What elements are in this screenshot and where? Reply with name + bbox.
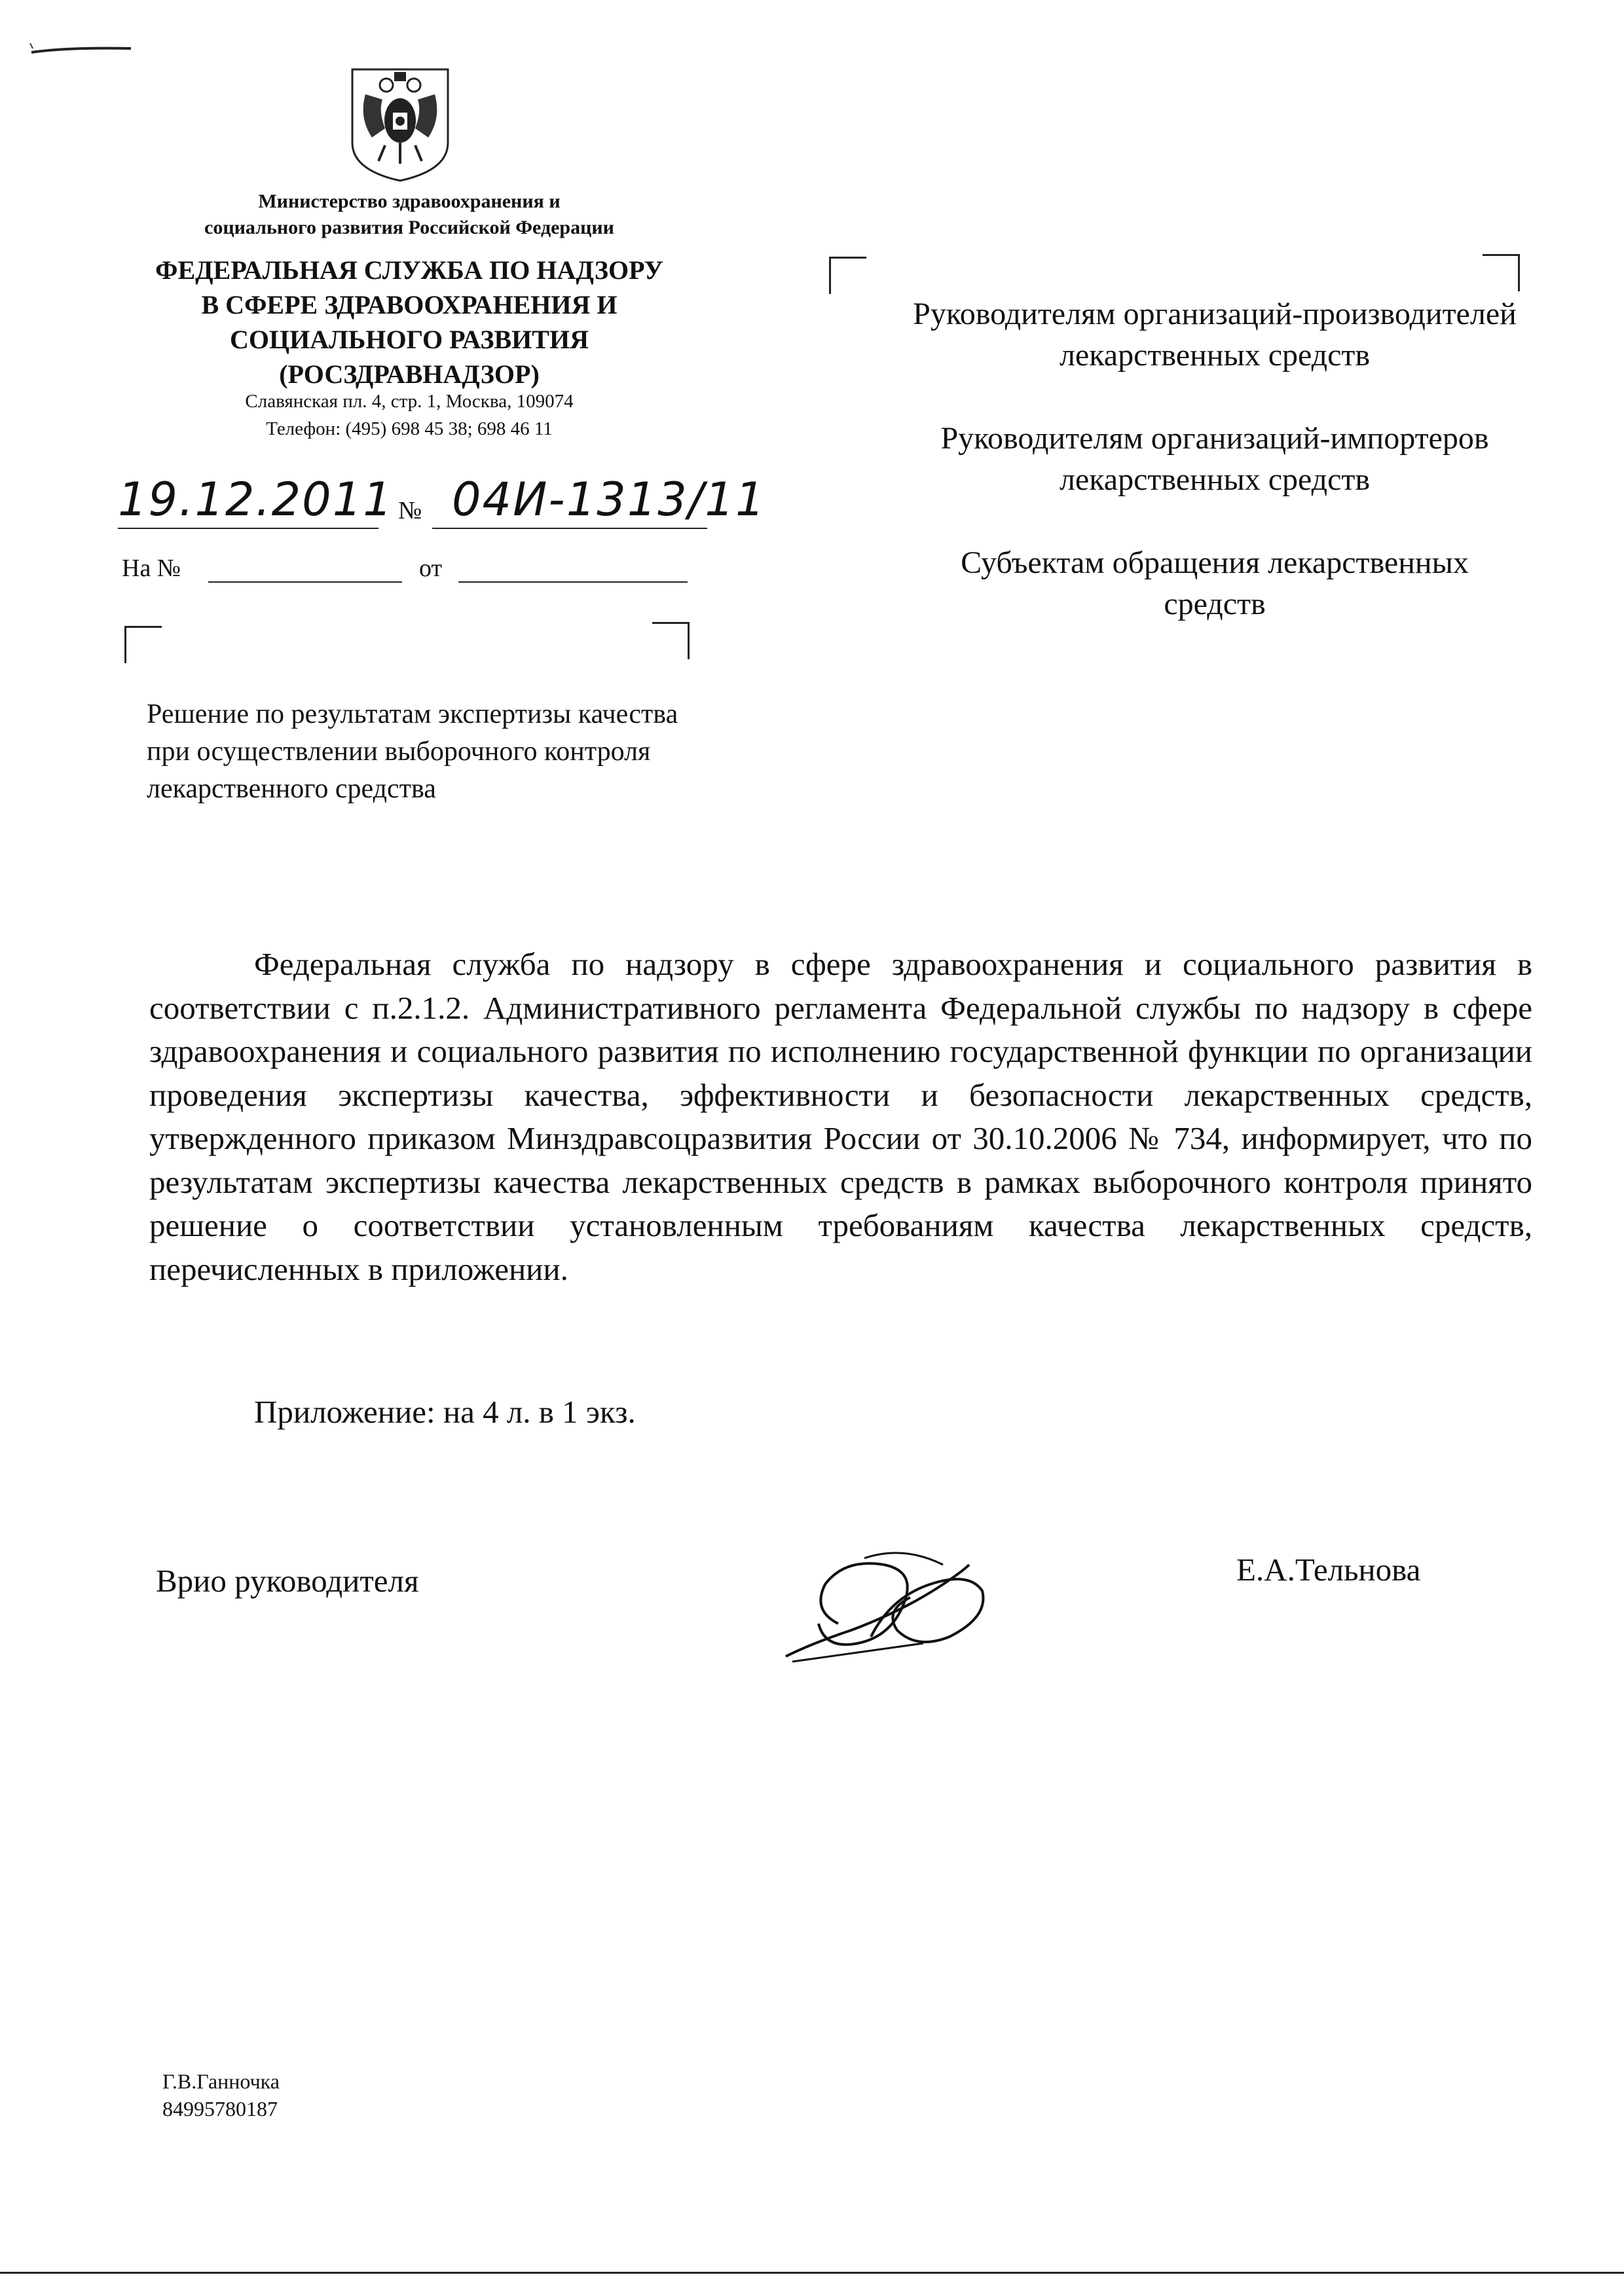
addressee: Руководителям организаций-импортеров лекарственных средств bbox=[940, 421, 1489, 497]
coat-of-arms-emblem bbox=[346, 65, 454, 183]
addressee-corner-right bbox=[1483, 254, 1520, 291]
addressee: Руководителям организаций-производителей лекарственных средств bbox=[913, 297, 1517, 373]
registration-number-sign: № bbox=[398, 497, 422, 524]
subject-corner-right bbox=[652, 622, 690, 659]
scan-mark bbox=[29, 42, 134, 58]
registration-number: 04И-1313/11 bbox=[452, 473, 766, 526]
addressee: Субъектам обращения лекарственных средств bbox=[961, 545, 1469, 621]
service-line: СОЦИАЛЬНОГО РАЗВИТИЯ bbox=[230, 325, 589, 354]
ministry-line: социального развития Российской Федерации bbox=[204, 217, 614, 238]
reference-number-label: На № bbox=[122, 555, 181, 582]
signatory-position: Врио руководителя bbox=[156, 1563, 419, 1599]
reference-date-blank bbox=[458, 581, 688, 583]
service-phone: Телефон: (495) 698 45 38; 698 46 11 bbox=[266, 418, 553, 439]
executor-block bbox=[162, 2068, 280, 2123]
service-line: ФЕДЕРАЛЬНАЯ СЛУЖБА ПО НАДЗОРУ bbox=[155, 255, 663, 285]
number-underline bbox=[432, 528, 707, 529]
addressee-corner-left bbox=[829, 257, 866, 294]
service-address-block bbox=[85, 388, 733, 443]
subject-corner-left bbox=[124, 626, 162, 663]
attachment-note: Приложение: на 4 л. в 1 экз. bbox=[254, 1394, 636, 1430]
registration-date: 19.12.2011 bbox=[118, 473, 394, 526]
executor-name: Г.В.Ганночка bbox=[162, 2069, 280, 2093]
handwritten-signature bbox=[773, 1545, 1008, 1676]
date-underline bbox=[118, 528, 378, 529]
service-line: (РОСЗДРАВНАДЗОР) bbox=[279, 359, 540, 389]
page-bottom-edge bbox=[0, 2272, 1624, 2274]
signatory-name: Е.А.Тельнова bbox=[1236, 1552, 1421, 1588]
reference-from-label: от bbox=[419, 555, 443, 582]
addressees bbox=[910, 293, 1519, 666]
ministry-line: Министерство здравоохранения и bbox=[258, 191, 561, 212]
reference-number-blank bbox=[208, 581, 402, 583]
letter-body: Федеральная служба по надзору в сфере здравоохранения и социального развития в соответствии с п.2.1.2. Административного регламента Федеральной службы по надзору в сфере здравоохранения и социального развития по исполнению государственной функции по организации проведения экспертизы качества, эффективности и безопасности лекарственных средств, утвержденного приказом Минздравсоцразвития России от 30.10.2006 № 734, информирует, что по результатам экспертизы качества лекарственных средств в рамках выборочного контроля принято решение о соответствии установленным требованиям качества лекарственных средств, перечисленных в приложении. bbox=[149, 946, 1532, 1287]
executor-phone: 84995780187 bbox=[162, 2097, 278, 2121]
ministry-name bbox=[85, 189, 733, 241]
service-address: Славянская пл. 4, стр. 1, Москва, 109074 bbox=[245, 391, 574, 412]
service-name bbox=[85, 253, 733, 392]
letter-subject: Решение по результатам экспертизы качества при осуществлении выборочного контроля лекарственного средства bbox=[147, 699, 678, 804]
service-line: В СФЕРЕ ЗДРАВООХРАНЕНИЯ И bbox=[201, 290, 618, 319]
